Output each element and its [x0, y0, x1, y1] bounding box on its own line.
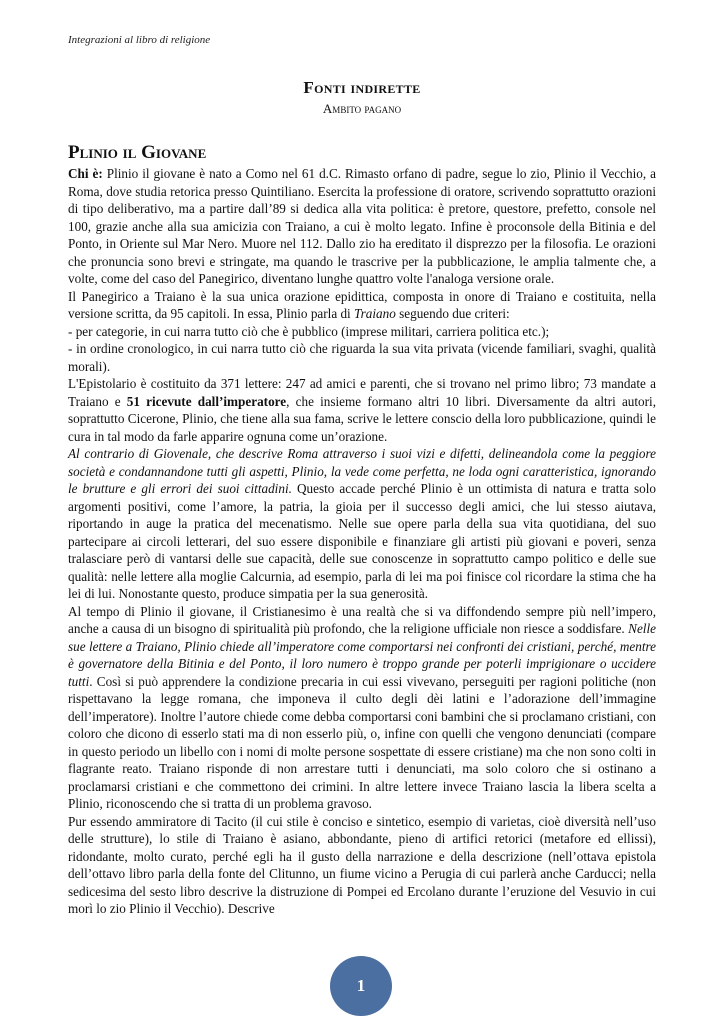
paragraph-text: L'Epistolario è costituito da 371 lettere: 247 ad amici e parenti, che si trovano nel primo libro; 73 mandate a Traiano e — [68, 376, 656, 409]
paragraph-stile: Pur essendo ammiratore di Tacito (il cui stile è conciso e sintetico, esempio di varietas, cioè diversità nell’uso delle strutture), lo stile di Traiano è asiano, abbondante, pieno di artifici retorici (metafore ed ellissi), ridondante, molto curato, perché egli ha il gusto della narrazione e della descrizione (nell’ottava epistola dell’ottavo libro parla della fonte del Clitunno, un fiume vicino a Perugia di cui parlerà anche Carducci; nella sedicesima del sesto libro descrive la distruzione di Pompei ed Ercolano durante l’eruzione del Vesuvio in cui morì lo zio Plinio il Vecchio). Descrive — [68, 813, 656, 916]
running-header: Integrazioni al libro di religione — [68, 34, 211, 46]
paragraph-text: seguendo due criteri: — [395, 306, 510, 321]
paragraph-text: Il Panegirico a Traiano è la sua unica orazione epidittica, composta in onore di Traiano e costituita, nella versione scritta, da 95 capitoli. In essa, Plinio parla di — [68, 288, 656, 321]
bold-text: 51 ricevute dall’imperatore — [126, 393, 287, 409]
title-block — [0, 78, 724, 117]
italic-text: Al contrario di Giovenale, che descrive Roma attraverso i suoi vizi e difetti, delineandola come la peggiore società e condannandone tutti gli aspetti, Plinio, la vede come perfetta, ne loda ogni caratteristica, ignorando le brutture e gli errori dei suoi cittadini. — [68, 446, 656, 496]
paragraph-giovenale — [68, 445, 656, 603]
chi-e-label: Chi è: — [68, 166, 103, 181]
page-number-badge: 1 — [330, 956, 392, 1016]
paragraph-text: . Così si può apprendere la condizione precaria in cui essi vivevano, perseguiti per ragioni politiche (non rispettavano la legge romana, che imponeva il culto degli dèi latini e l’adorazione dell’immagine dell’imperatore). Inoltre l’autore chiede come debba comportarsi coni bambini che si proclamano cristiani, con coloro che dicono di esserlo stati ma di non esserlo più, o, infine con quelli che vengono denunciati (compare in questo periodo un libello con i nomi di molte persone sospettate di essere cristiane) ma che non sono colti in flagrante reato. Traiano risponde di non arrestare tutti i denunciati, ma solo coloro che si ostinano a proclamarsi cristiani e che commettono dei crimini. In altre lettere invece Traiano lascia la libera scelta a Plinio, riconoscendo che si tratta di un problema gravoso. — [68, 673, 656, 811]
paragraph-chi-e — [68, 165, 656, 288]
italic-text: Traiano — [354, 306, 396, 321]
paragraph-epistolario — [68, 375, 656, 445]
paragraph-text: Plinio il giovane è nato a Como nel 61 d.C. Rimasto orfano di padre, segue lo zio, Plinio il Vecchio, a Roma, dove studia retorica presso Quintiliano. Esercita la professione di oratore, scrivendo soprattutto orazioni di tipo deliberativo, ma a partire dall’89 si dedica alla vita politica: è pretore, questore, prefetto, console nel 100, grazie anche alla sua amicizia con Traiano, a cui è molto legato. Infine è proconsole della Bitinia e del Ponto, in Oriente sul Mar Nero. Muore nel 112. Dallo zio ha ereditato il disprezzo per la filosofia. Le orazioni che pronuncia sono brevi e stringate, ma quando le trascrive per la pubblicazione, le amplia talmente che, a volte, come del caso del Panegirico, diventano lunghe quattro volte l'analoga versione orale. — [68, 166, 656, 286]
list-item-categorie: - per categorie, in cui narra tutto ciò che è pubblico (imprese militari, carriera politica etc.); — [68, 323, 550, 339]
paragraph-text: , che insieme formano altri 10 libri. Diversamente da altri autori, soprattutto Cicerone, Plinio, che tiene alla sua fama, scrive le lettere conscio della loro pubblicazione, quindi le cura in tal modo da farle apparire ognuna come un’orazione. — [68, 393, 656, 444]
list-item-cronologico: - in ordine cronologico, in cui narra tutto ciò che riguarda la sua vita privata (vicende familiari, svaghi, qualità morali). — [68, 341, 656, 374]
paragraph-panegirico — [68, 288, 656, 323]
section-heading: Plinio il Giovane — [68, 142, 207, 163]
body-text — [68, 165, 656, 918]
page-subtitle: Ambito pagano — [322, 101, 402, 116]
paragraph-text: Al tempo di Plinio il giovane, il Cristianesimo è una realtà che si va diffondendo sempre più nell’impero, anche a causa di un bisogno di spiritualità più profondo, che la religione ufficiale non riesce a soddisfare. — [68, 603, 656, 636]
paragraph-cristianesimo — [68, 603, 656, 813]
page-title: Fonti indirette — [303, 78, 421, 97]
italic-text: Nelle sue lettere a Traiano, Plinio chiede all’imperatore come comportarsi nei confronti dei cristiani, perché, mentre è governatore della Bitinia e del Ponto, il loro numero è troppo grande per poterli imprigionare o uccidere tutti — [68, 621, 656, 689]
paragraph-text: Questo accade perché Plinio è un ottimista di natura e tratta solo argomenti positivi, come l’amore, la patria, la gioia per il successo degli amici, che lui stesso aiutava, riportando in auge la pratica del mecenatismo. Nelle sue opere parla della sua vita quotidiana, del suo partecipare ai circoli letterari, del suo essere disponibile e finanziare gli artisti più giovani e poveri, senza tralasciare però di vantarsi delle sue capacità, delle sue conoscenze in soprattutto campo politico e delle sue qualità: nelle lettere alla moglie Calcurnia, ad esempio, parla di lei ma poi finisce col ricordare la stima che ha lei di lui. Nonostante questo, produce simpatia per la sua generosità. — [68, 481, 656, 601]
